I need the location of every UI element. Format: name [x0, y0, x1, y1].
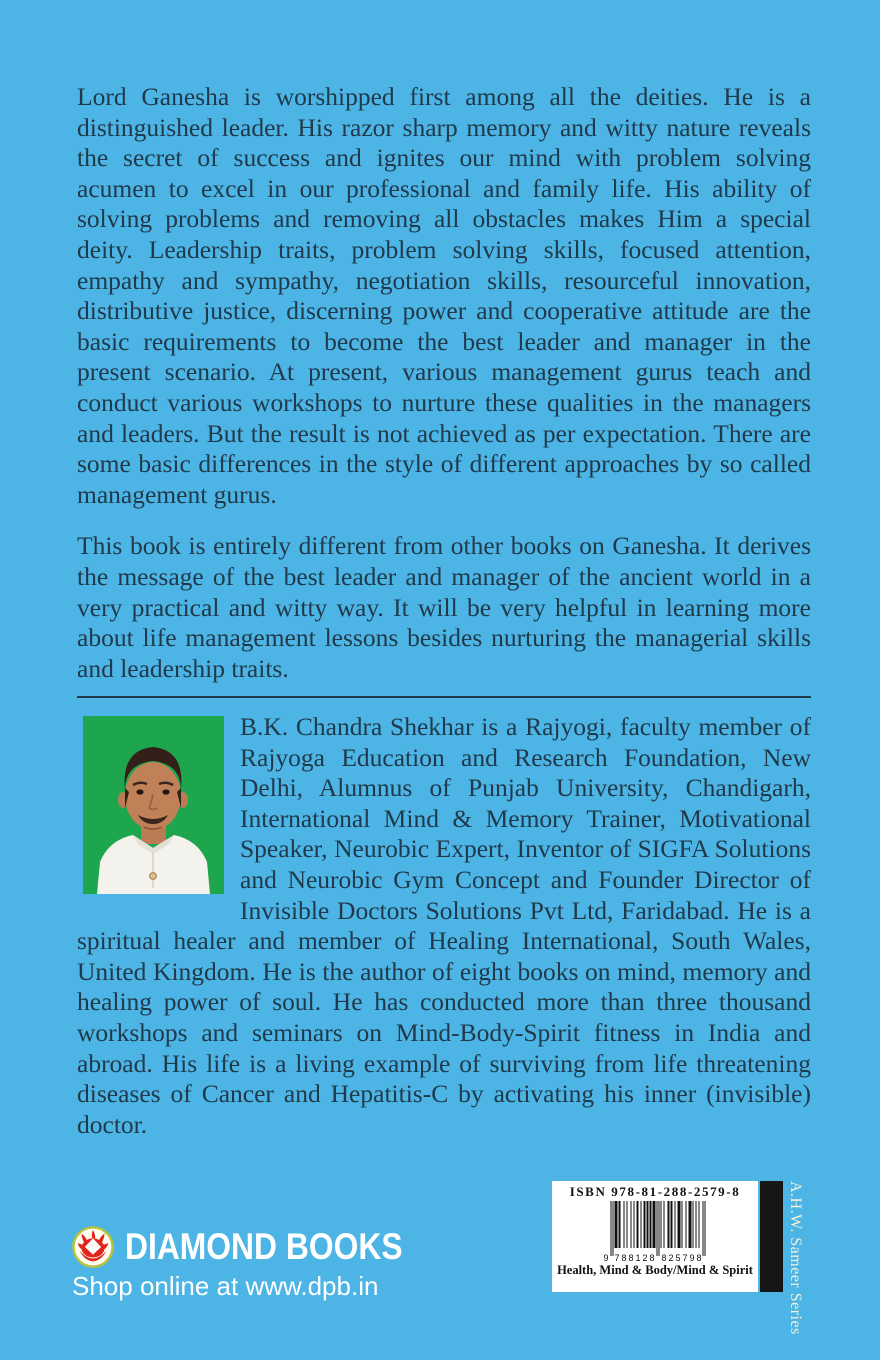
isbn-box	[552, 1181, 758, 1292]
ean-barcode	[558, 1201, 752, 1263]
author-section	[77, 712, 811, 1140]
series-label: A.H.W. Sameer Series	[787, 1181, 804, 1335]
author-bio: B.K. Chandra Shekhar is a Rajyogi, faculty member of Rajyoga Education and Research Foundation, New Delhi, Alumnus of Punjab University, Chandigarh, International Mind & Memory Trainer, Motivational Speaker, Neurobic Expert, Inventor of SIGFA Solutions and Neurobic Gym Concept and Founder Director of Invisible Doctors Solutions Pvt Ltd, Faridabad. He is a spiritual healer and member of Healing International, South Wales, United Kingdom. He is the author of eight books on mind, memory and healing power of soul. He has conducted more than three thousand workshops and seminars on Mind-Body-Spirit fitness in India and abroad. His life is a living example of surviving from life threatening diseases of Cancer and Hepatitis-C by activating his inner (invisible) doctor.	[77, 712, 811, 1139]
section-divider	[77, 696, 811, 698]
synopsis	[77, 82, 811, 684]
synopsis-paragraph-1: Lord Ganesha is worshipped first among all the deities. He is a distinguished leader. His razor sharp memory and witty nature reveals the secret of success and ignites our mind with problem solving acumen to excel in our professional and family life. His ability of solving problems and removing all obstacles makes Him a special deity. Leadership traits, problem solving skills, focused attention, empathy and sympathy, negotiation skills, resourceful innovation, distributive justice, discerning power and cooperative attitude are the basic requirements to become the best leader and manager in the present scenario. At present, various management gurus teach and conduct various workshops to nurture these qualities in the managers and leaders. But the result is not achieved as per expectation. There are some basic differences in the style of different approaches by so called management gurus.	[77, 82, 811, 509]
barcode-side-bar	[760, 1181, 783, 1292]
svg-text:9: 9	[603, 1253, 609, 1263]
svg-text:5: 5	[675, 1253, 681, 1263]
publisher-name: DIAMOND BOOKS	[125, 1226, 403, 1267]
diamond-books-logo-icon	[72, 1226, 114, 1268]
svg-text:9: 9	[689, 1253, 695, 1263]
isbn-label: ISBN 978-81-288-2579-8	[569, 1184, 741, 1199]
svg-text:7: 7	[614, 1253, 620, 1263]
svg-text:8: 8	[696, 1253, 702, 1263]
author-photo	[83, 716, 224, 894]
barcode-category-label: Health, Mind & Body/Mind & Spirit	[557, 1263, 753, 1277]
svg-text:8: 8	[649, 1253, 655, 1263]
svg-text:2: 2	[642, 1253, 648, 1263]
svg-text:8: 8	[628, 1253, 634, 1263]
publisher-block	[72, 1226, 448, 1302]
svg-text:8: 8	[661, 1253, 667, 1263]
svg-text:7: 7	[682, 1253, 688, 1263]
publisher-tagline: Shop online at www.dpb.in	[72, 1271, 379, 1301]
svg-text:2: 2	[668, 1253, 674, 1263]
synopsis-paragraph-2: This book is entirely different from other books on Ganesha. It derives the message of the best leader and manager of the ancient world in a very practical and witty way. It will be very helpful in learning more about life management lessons besides nurturing the managerial skills and leadership traits.	[77, 531, 811, 683]
svg-text:8: 8	[621, 1253, 627, 1263]
svg-text:1: 1	[635, 1253, 641, 1263]
